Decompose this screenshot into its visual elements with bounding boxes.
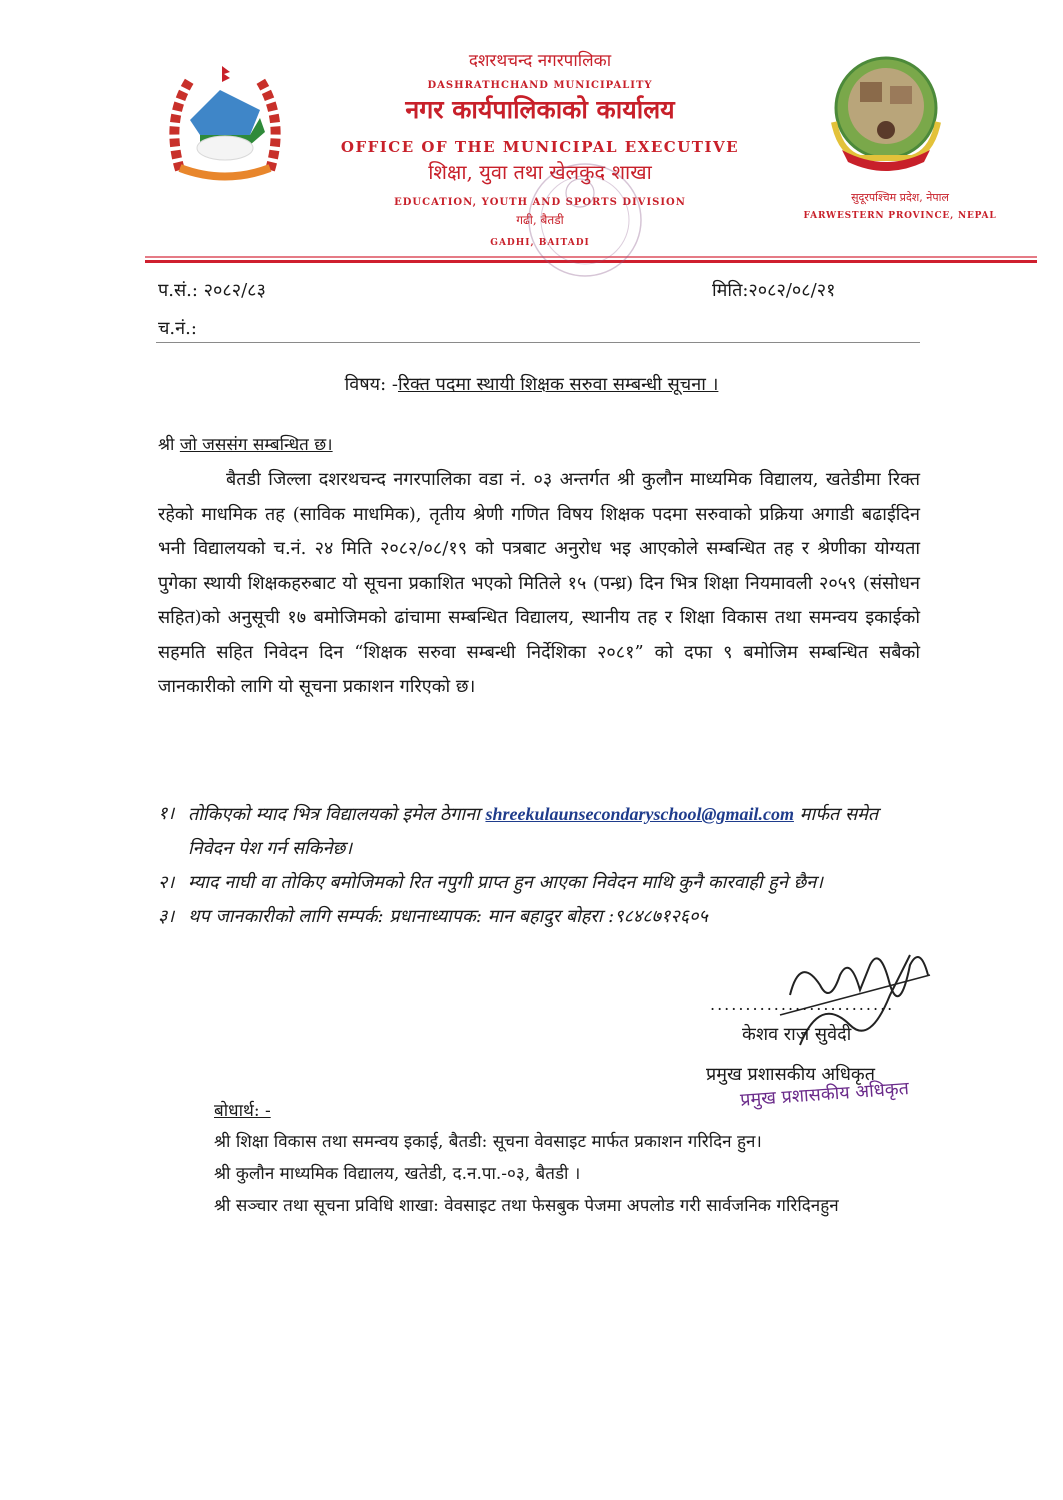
reference-number [158, 278, 266, 302]
point-number: २। [158, 872, 175, 893]
nepal-emblem-icon [160, 60, 290, 182]
location-en: GADHI, BAITADI [490, 238, 590, 248]
salutation [158, 432, 333, 455]
salutation-text: जो जससंग सम्बन्धित छ। [179, 435, 333, 455]
cc-list [214, 1126, 920, 1222]
province-name-np: सुदूरपश्चिम प्रदेश, नेपाल [851, 191, 949, 204]
letter-date [712, 278, 835, 302]
notice-point [158, 797, 928, 866]
division-name-np: शिक्षा, युवा तथा खेलकुद शाखा [428, 160, 652, 184]
point-number: ३। [158, 906, 175, 927]
subject-label: विषय: - [344, 374, 398, 395]
salutation-prefix: श्री [158, 435, 175, 455]
notice-body: बैतडी जिल्ला दशरथचन्द नगरपालिका वडा नं. ०३ अन्तर्गत श्री कुलौन माध्यमिक विद्यालय, खतेडीमा रिक्त रहेको माधमिक तह (साविक माधमिक), तृतीय श्रेणी गणित विषय शिक्षक पदमा सरुवाको प्रक्रिया अगाडी बढाईदिन भनी विद्यालयको च.नं. २४ मिति २०८२/०८/१९ को पत्रबाट अनुरोध भइ आएकोले सम्बन्धित तह र श्रेणीका योग्यता पुगेका स्थायी शिक्षकहरुबाट यो सूचना प्रकाशित भएको मितिले १५ (पन्ध्र) दिन भित्र शिक्षा नियमावली २०५९ (संसोधन सहित)को अनुसूची १७ बमोजिमको ढांचामा सम्बन्धित विद्यालय, स्थानीय तह र शिक्षा विकास तथा समन्वय इकाईको सहमति सहित निवेदन दिन “शिक्षक सरुवा सम्बन्धी निर्देशिका २०८१” को दफा ९ बमोजिम सम्बन्धित सबैको जानकारीको लागि यो सूचना प्रकाशन गरिएको छ। [158, 469, 920, 697]
date-value: २०८२/०८/२१ [748, 280, 836, 301]
reference-label: प.सं.: [158, 280, 198, 301]
notice-point [158, 866, 928, 900]
subject-line [0, 372, 1063, 396]
cc-item: श्री सञ्चार तथा सूचना प्रविधि शाखा: वेवसाइट तथा फेसबुक पेजमा अपलोड गरी सार्वजनिक गरिदिनहुन [214, 1196, 839, 1216]
notice-point [158, 900, 928, 934]
point-text: म्याद नाघी वा तोकिए बमोजिमको रित नपुगी प्राप्त हुन आएका निवेदन माथि कुनै कारवाही हुने छैन। [188, 872, 824, 893]
division-name-en: EDUCATION, YOUTH AND SPORTS DIVISION [394, 197, 686, 208]
point-text [188, 797, 928, 866]
signature-line: .......................... [710, 995, 895, 1014]
office-name-en: OFFICE OF THE MUNICIPAL EXECUTIVE [340, 138, 740, 156]
signatory-name: केशव राज सुवेदी [742, 1024, 852, 1045]
office-name-np: नगर कार्यपालिकाको कार्यालय [405, 95, 675, 124]
province-logo-icon [820, 52, 952, 174]
reference-divider [156, 342, 920, 343]
cc-item: श्री शिक्षा विकास तथा समन्वय इकाई, बैतडी: सूचना वेवसाइट मार्फत प्रकाशन गरिदिन हुन। [214, 1132, 762, 1152]
point-number: १। [158, 803, 175, 824]
municipality-name-en: DASHRATHCHAND MUNICIPALITY [427, 80, 653, 91]
signatory-title: प्रमुख प्रशासकीय अधिकृत [706, 1064, 875, 1085]
location-np: गढी, बैतडी [516, 213, 564, 227]
municipality-name-np: दशरथचन्द नगरपालिका [468, 51, 612, 71]
subject-text: रिक्त पदमा स्थायी शिक्षक सरुवा सम्बन्धी सूचना । [397, 374, 719, 395]
point-text: थप जानकारीको लागि सम्पर्क: प्रधानाध्यापक: मान बहादुर बोहरा :९८४८७१२६०५ [188, 906, 708, 927]
dispatch-number-label: च.नं.: [158, 318, 197, 339]
cc-heading: बोधार्थ: - [214, 1101, 271, 1121]
point-text-before: तोकिएको म्याद भित्र विद्यालयको इमेल ठेगाना [188, 804, 486, 825]
province-name-en: FARWESTERN PROVINCE, NEPAL [803, 211, 997, 221]
signatory-stamp: प्रमुख प्रशासकीय अधिकृत [739, 1078, 910, 1111]
notice-points [158, 797, 928, 934]
school-email-link[interactable]: shreekulaunsecondaryschool@gmail.com [485, 804, 794, 824]
cc-item: श्री कुलौन माध्यमिक विद्यालय, खतेडी, द.न.पा.-०३, बैतडी । [214, 1164, 581, 1184]
reference-value: २०८२/८३ [203, 280, 266, 301]
point-text-after: मार्फत समेत निवेदन पेश गर्न सकिनेछ। [188, 804, 879, 859]
office-stamp-icon [520, 155, 650, 285]
date-label: मिति: [712, 280, 749, 301]
